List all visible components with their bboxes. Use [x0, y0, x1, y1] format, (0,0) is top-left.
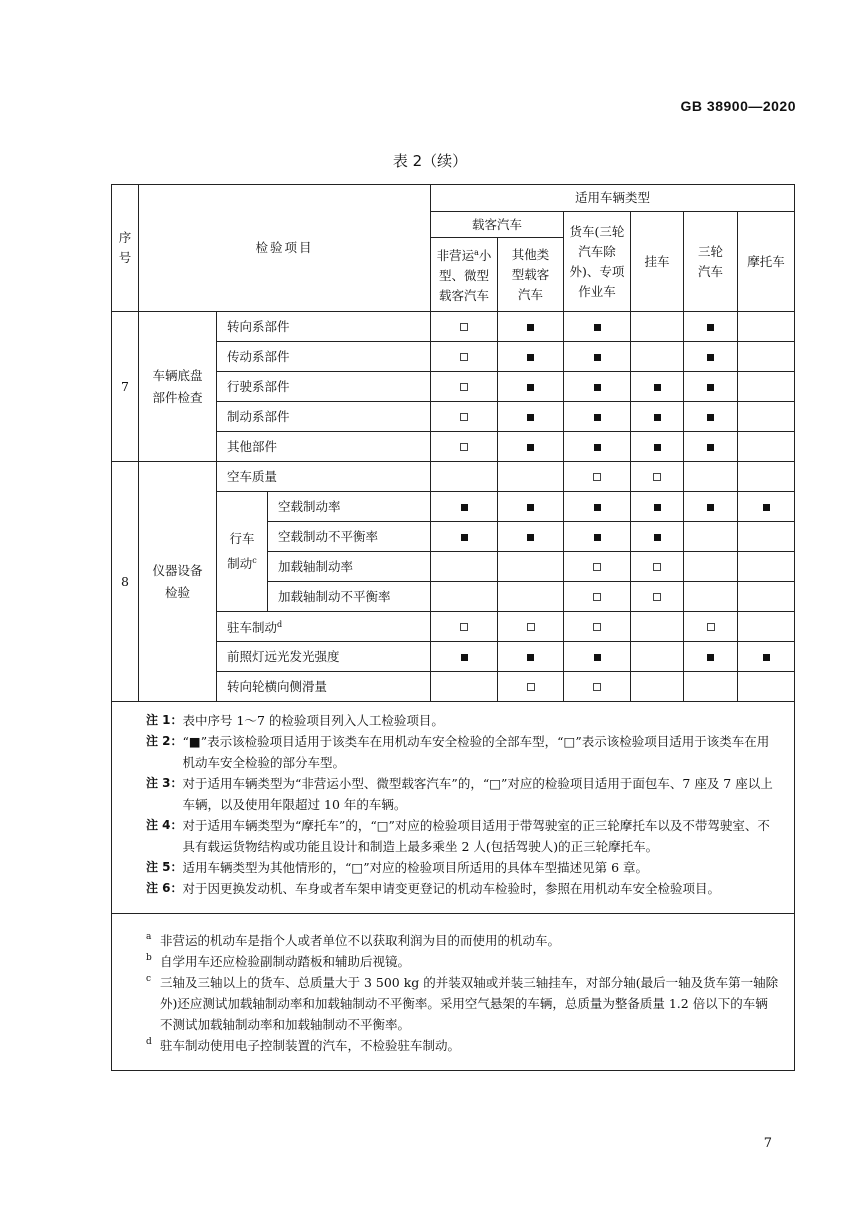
mark-cell — [738, 342, 795, 372]
footnote-item — [146, 951, 780, 972]
applicable-all-mark — [594, 504, 601, 511]
mark-cell — [738, 552, 795, 582]
service-brake-text: 行车制动 — [227, 530, 255, 572]
group-seq: 8 — [112, 462, 139, 702]
mark-cell — [684, 612, 738, 642]
footnote-item — [146, 972, 780, 1035]
header-nonoperating-text-b: 小型、微型载客汽车 — [438, 248, 492, 304]
item-name: 转向系部件 — [217, 312, 431, 342]
applicable-partial-mark — [593, 563, 601, 571]
mark-cell — [684, 552, 738, 582]
note-label: 注 6： — [146, 881, 183, 895]
applicable-partial-mark — [460, 383, 468, 391]
mark-cell — [684, 582, 738, 612]
footnote-ref-d: d — [277, 619, 283, 629]
item-name: 其他部件 — [217, 432, 431, 462]
mark-cell — [738, 672, 795, 702]
applicable-all-mark — [763, 504, 770, 511]
group-name-text: 仪器设备检验 — [152, 562, 203, 600]
applicable-all-mark — [707, 504, 714, 511]
mark-cell — [738, 432, 795, 462]
note-item — [146, 815, 780, 857]
applicable-all-mark — [527, 324, 534, 331]
mark-cell — [631, 402, 684, 432]
applicable-all-mark — [461, 534, 468, 541]
note-text: 适用车辆类型为其他情形的，“□”对应的检验项目所适用的具体车型描述见第 6 章。 — [182, 860, 649, 875]
table-row — [112, 312, 795, 342]
applicable-all-mark — [527, 504, 534, 511]
group-name-text: 车辆底盘部件检查 — [152, 367, 203, 405]
mark-cell — [431, 612, 498, 642]
footnote-ref-c: c — [252, 555, 257, 565]
mark-cell — [631, 432, 684, 462]
mark-cell — [431, 552, 498, 582]
applicable-partial-mark — [653, 593, 661, 601]
mark-cell — [684, 402, 738, 432]
footnote-mark: a — [146, 932, 152, 942]
applicable-partial-mark — [593, 593, 601, 601]
note-label: 注 4： — [146, 818, 183, 832]
mark-cell — [684, 522, 738, 552]
mark-cell — [684, 342, 738, 372]
item-text: 前照灯远光发光强度 — [227, 648, 340, 664]
header-nonoperating-text-a: 非营运 — [436, 248, 475, 264]
mark-cell — [631, 672, 684, 702]
footnote-item — [146, 1035, 780, 1056]
note-item — [146, 710, 780, 731]
footnote-text: 驻车制动使用电子控制装置的汽车，不检验驻车制动。 — [160, 1038, 461, 1053]
mark-cell — [498, 312, 564, 342]
applicable-partial-mark — [527, 623, 535, 631]
mark-cell — [564, 582, 631, 612]
note-item — [146, 731, 780, 773]
mark-cell — [498, 642, 564, 672]
mark-cell — [631, 612, 684, 642]
mark-cell — [631, 492, 684, 522]
mark-cell — [631, 522, 684, 552]
header-truck: 货车(三轮汽车除外)、专项作业车 — [564, 212, 631, 312]
mark-cell — [498, 612, 564, 642]
note-text: 对于适用车辆类型为“非营运小型、微型载客汽车”的，“□”对应的检验项目适用于面包车、7 座及 7 座以上车辆，以及使用年限超过 10 年的车辆。 — [182, 776, 773, 812]
mark-cell — [738, 462, 795, 492]
applicable-all-mark — [654, 444, 661, 451]
mark-cell — [564, 342, 631, 372]
mark-cell — [431, 312, 498, 342]
header-tricycle: 三轮汽车 — [684, 212, 738, 312]
mark-cell — [564, 462, 631, 492]
applicable-partial-mark — [593, 683, 601, 691]
mark-cell — [431, 372, 498, 402]
mark-cell — [564, 372, 631, 402]
mark-cell — [564, 492, 631, 522]
applicable-all-mark — [594, 324, 601, 331]
mark-cell — [498, 492, 564, 522]
mark-cell — [498, 672, 564, 702]
applicable-partial-mark — [460, 413, 468, 421]
header-trailer: 挂车 — [631, 212, 684, 312]
note-label: 注 1： — [146, 713, 183, 727]
mark-cell — [431, 462, 498, 492]
applicable-partial-mark — [653, 473, 661, 481]
applicable-all-mark — [527, 654, 534, 661]
footnote-mark: d — [146, 1037, 152, 1047]
mark-cell — [498, 342, 564, 372]
applicable-partial-mark — [527, 683, 535, 691]
note-text: “■”表示该检验项目适用于该类车在用机动车安全检验的全部车型，“□”表示该检验项目适用于该类车在用机动车安全检验的部分车型。 — [182, 734, 770, 770]
header-item: 检验项目 — [139, 185, 431, 312]
item-name: 空车质量 — [217, 462, 431, 492]
mark-cell — [431, 522, 498, 552]
note-label: 注 2： — [146, 734, 183, 748]
mark-cell — [684, 672, 738, 702]
mark-cell — [431, 342, 498, 372]
footnote-mark: c — [146, 974, 152, 984]
applicable-all-mark — [461, 504, 468, 511]
applicable-all-mark — [654, 534, 661, 541]
mark-cell — [498, 552, 564, 582]
note-item — [146, 857, 780, 878]
applicable-all-mark — [707, 324, 714, 331]
applicable-partial-mark — [460, 323, 468, 331]
mark-cell — [431, 402, 498, 432]
note-item — [146, 878, 780, 899]
footnotes-section — [112, 914, 795, 1071]
item-name: 制动系部件 — [217, 402, 431, 432]
header-nonoperating — [431, 238, 498, 312]
mark-cell — [631, 642, 684, 672]
mark-cell — [564, 522, 631, 552]
item-name — [217, 672, 431, 702]
mark-cell — [564, 402, 631, 432]
mark-cell — [431, 492, 498, 522]
note-text: 表中序号 1～7 的检验项目列入人工检验项目。 — [182, 713, 444, 728]
group-name — [139, 312, 217, 462]
applicable-partial-mark — [593, 623, 601, 631]
applicable-partial-mark — [653, 563, 661, 571]
footnote-text: 非营运的机动车是指个人或者单位不以获取利润为目的而使用的机动车。 — [160, 933, 561, 948]
applicable-all-mark — [527, 384, 534, 391]
mark-cell — [684, 432, 738, 462]
applicable-all-mark — [707, 654, 714, 661]
mark-cell — [498, 582, 564, 612]
applicable-all-mark — [594, 654, 601, 661]
applicable-all-mark — [654, 384, 661, 391]
footnote-mark: b — [146, 953, 152, 963]
mark-cell — [498, 522, 564, 552]
mark-cell — [738, 312, 795, 342]
mark-cell — [564, 642, 631, 672]
applicable-partial-mark — [593, 473, 601, 481]
header-seq: 序号 — [112, 185, 139, 312]
applicable-all-mark — [654, 504, 661, 511]
footnote-text: 三轴及三轴以上的货车、总质量大于 3 500 kg 的并装双轴或并装三轴挂车，对部分轴(最后一轴及货车第一轴除外)还应测试加载轴制动率和加载轴制动不平衡率。采用空气悬架的车辆，总质量为整备质量 1.2 倍以下的车辆不测试加载轴制动率和加载轴制动不平衡率。 — [160, 975, 779, 1032]
footnote-text: 自学用车还应检验副制动踏板和辅助后视镜。 — [160, 954, 411, 969]
mark-cell — [431, 582, 498, 612]
mark-cell — [631, 312, 684, 342]
applicable-partial-mark — [460, 443, 468, 451]
applicable-all-mark — [527, 444, 534, 451]
applicable-all-mark — [707, 414, 714, 421]
item-name: 空载制动率 — [268, 492, 431, 522]
mark-cell — [431, 642, 498, 672]
mark-cell — [684, 372, 738, 402]
mark-cell — [631, 582, 684, 612]
mark-cell — [431, 672, 498, 702]
footnote-ref-a: a — [474, 247, 479, 257]
item-text: 驻车制动 — [227, 620, 278, 636]
mark-cell — [684, 312, 738, 342]
mark-cell — [431, 432, 498, 462]
mark-cell — [631, 552, 684, 582]
table-row — [112, 462, 795, 492]
standard-code: GB 38900—2020 — [680, 98, 796, 114]
footnote-item — [146, 930, 780, 951]
mark-cell — [631, 342, 684, 372]
header-passenger-car: 载客汽车 — [431, 212, 564, 238]
mark-cell — [631, 462, 684, 492]
applicable-all-mark — [527, 414, 534, 421]
item-name: 行驶系部件 — [217, 372, 431, 402]
mark-cell — [498, 432, 564, 462]
mark-cell — [564, 672, 631, 702]
item-name: 加载轴制动率 — [268, 552, 431, 582]
notes-section — [112, 702, 795, 914]
mark-cell — [631, 372, 684, 402]
applicable-all-mark — [527, 354, 534, 361]
table-title: 表 2（续） — [392, 152, 468, 170]
item-name: 空载制动不平衡率 — [268, 522, 431, 552]
applicable-partial-mark — [460, 623, 468, 631]
mark-cell — [684, 462, 738, 492]
header-motorcycle: 摩托车 — [738, 212, 795, 312]
note-item — [146, 773, 780, 815]
applicable-all-mark — [594, 414, 601, 421]
mark-cell — [564, 552, 631, 582]
item-name — [217, 642, 431, 672]
applicable-all-mark — [594, 354, 601, 361]
mark-cell — [738, 642, 795, 672]
mark-cell — [684, 492, 738, 522]
inspection-table — [111, 184, 795, 1071]
page-number: 7 — [763, 1136, 772, 1151]
mark-cell — [564, 432, 631, 462]
applicable-all-mark — [594, 534, 601, 541]
mark-cell — [738, 492, 795, 522]
mark-cell — [564, 612, 631, 642]
mark-cell — [738, 522, 795, 552]
applicable-all-mark — [461, 654, 468, 661]
group-seq: 7 — [112, 312, 139, 462]
applicable-all-mark — [707, 444, 714, 451]
item-name — [217, 612, 431, 642]
mark-cell — [498, 462, 564, 492]
mark-cell — [738, 402, 795, 432]
item-name: 加载轴制动不平衡率 — [268, 582, 431, 612]
mark-cell — [564, 312, 631, 342]
applicable-all-mark — [527, 534, 534, 541]
applicable-all-mark — [763, 654, 770, 661]
service-brake-label — [217, 492, 268, 612]
header-other-passenger: 其他类型载客汽车 — [498, 238, 564, 312]
mark-cell — [738, 612, 795, 642]
applicable-partial-mark — [707, 623, 715, 631]
applicable-all-mark — [707, 384, 714, 391]
applicable-all-mark — [594, 384, 601, 391]
note-label: 注 3： — [146, 776, 183, 790]
mark-cell — [498, 372, 564, 402]
mark-cell — [738, 582, 795, 612]
mark-cell — [498, 402, 564, 432]
mark-cell — [738, 372, 795, 402]
applicable-all-mark — [654, 414, 661, 421]
applicable-all-mark — [594, 444, 601, 451]
group-name — [139, 462, 217, 702]
note-text: 对于适用车辆类型为“摩托车”的，“□”对应的检验项目适用于带驾驶室的正三轮摩托车以及不带驾驶室、不具有载运货物结构或功能且设计和制造上最多乘坐 2 人(包括驾驶人)的正三轮摩托车。 — [182, 818, 770, 854]
mark-cell — [684, 642, 738, 672]
item-text: 转向轮横向侧滑量 — [227, 678, 328, 694]
note-text: 对于因更换发动机、车身或者车架申请变更登记的机动车检验时，参照在用机动车安全检验项目。 — [182, 881, 721, 896]
item-name: 传动系部件 — [217, 342, 431, 372]
applicable-partial-mark — [460, 353, 468, 361]
header-vehicle-types: 适用车辆类型 — [431, 185, 795, 212]
applicable-all-mark — [707, 354, 714, 361]
note-label: 注 5： — [146, 860, 183, 874]
